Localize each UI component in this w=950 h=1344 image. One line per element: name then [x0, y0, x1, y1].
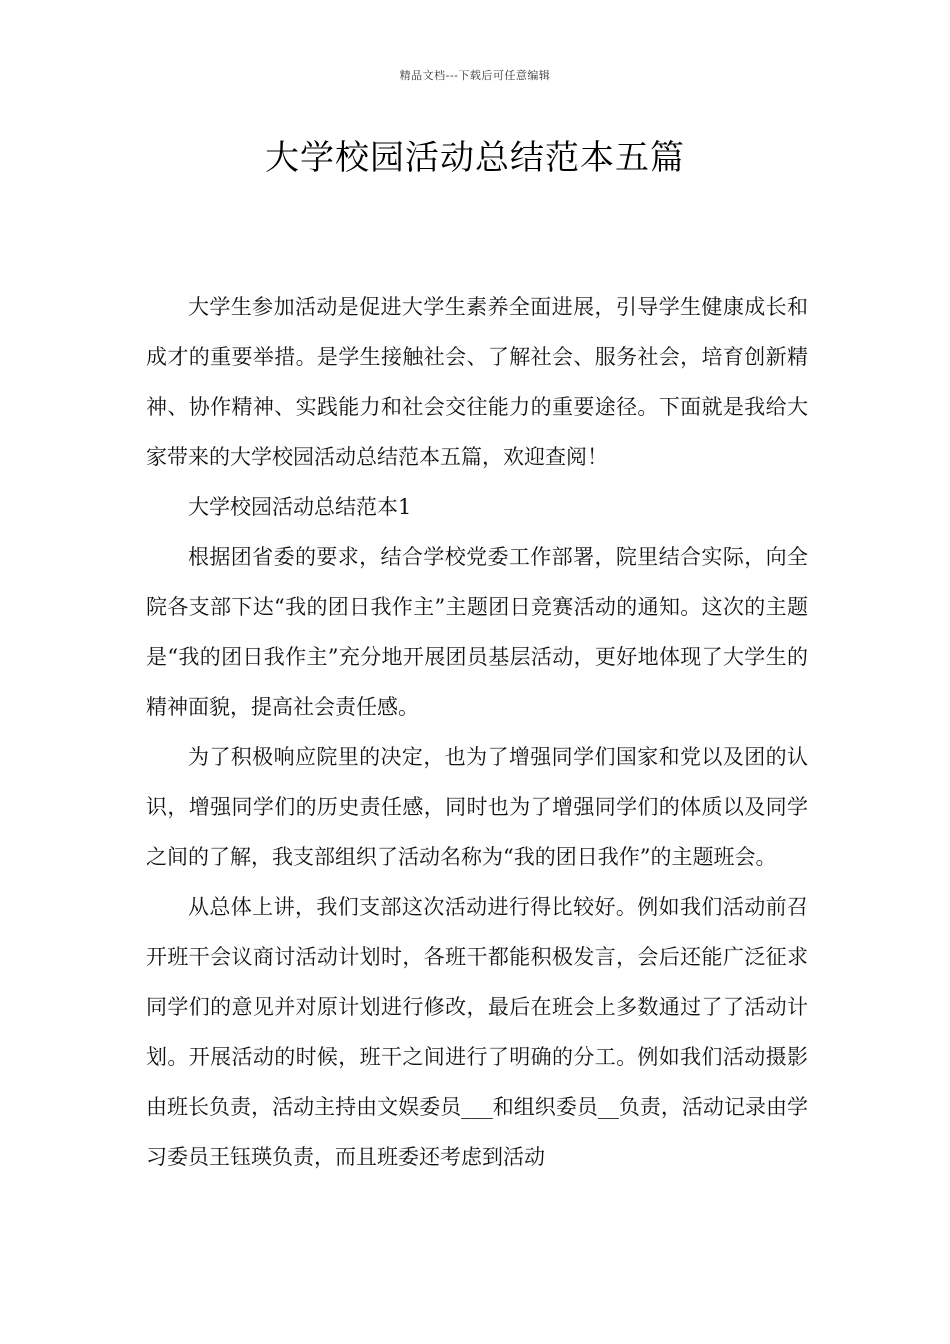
header-note: 精品文档---下载后可任意编辑	[399, 69, 551, 82]
document-title: 大学校园活动总结范本五篇	[265, 138, 685, 178]
section-heading: 大学校园活动总结范本1	[188, 495, 412, 519]
body-paragraph: 为了积极响应院里的决定，也为了增强同学们国家和党以及团的认识，增强同学们的历史责任感，同时也为了增强同学们的体质以及同学之间的了解，我支部组织了活动名称为“我的团日我作”的主题班会。	[146, 745, 808, 869]
body-paragraph: 根据团省委的要求，结合学校党委工作部署，院里结合实际，向全院各支部下达“我的团日我作主”主题团日竞赛活动的通知。这次的主题是“我的团日我作主”充分地开展团员基层活动，更好地体现了大学生的精神面貌，提高社会责任感。	[146, 545, 808, 719]
intro-paragraph: 大学生参加活动是促进大学生素养全面进展，引导学生健康成长和成才的重要举措。是学生接触社会、了解社会、服务社会，培育创新精神、协作精神、实践能力和社会交往能力的重要途径。下面就是我给大家带来的大学校园活动总结范本五篇，欢迎查阅！	[146, 295, 808, 469]
document-body	[146, 282, 808, 1182]
body-paragraph: 从总体上讲，我们支部这次活动进行得比较好。例如我们活动前召开班干会议商讨活动计划时，各班干都能积极发言，会后还能广泛征求同学们的意见并对原计划进行修改，最后在班会上多数通过了了活动计划。开展活动的时候，班干之间进行了明确的分工。例如我们活动摄影由班长负责，活动主持由文娱委员___和组织委员__负责，活动记录由学习委员王钰瑛负责，而且班委还考虑到活动	[146, 895, 808, 1169]
